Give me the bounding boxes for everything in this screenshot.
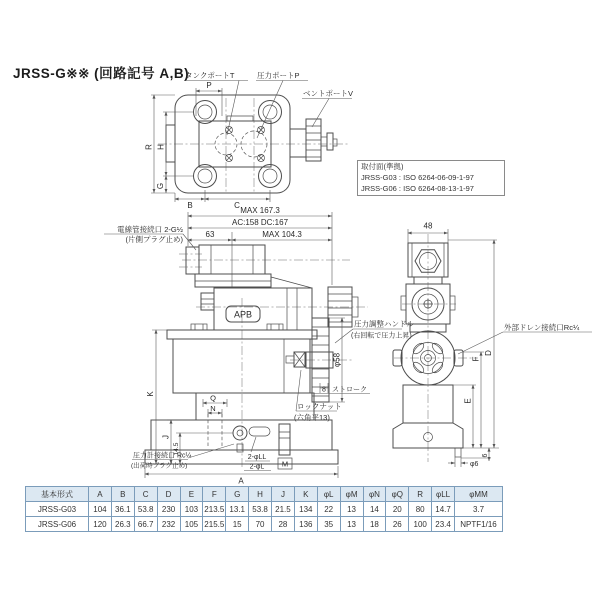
value-cell: 35 [317,517,340,532]
table-header-row [26,487,503,502]
dim-63: 63 [205,230,215,239]
dim-r: R [144,144,154,150]
dim-p: P [206,81,212,90]
column-header: 基本形式 [26,487,89,502]
mount-hole-ll-label: 2-φLL [247,454,267,461]
value-cell: 23.4 [432,517,455,532]
value-cell: 100 [409,517,432,532]
value-cell: 14 [363,502,386,517]
column-header: φLL [432,487,455,502]
value-cell: 120 [89,517,112,532]
column-header: R [409,487,432,502]
mounting-standard-g06: JRSS-G06 : ISO 6264-08-13-1-97 [361,183,474,193]
value-cell: 66.7 [134,517,157,532]
value-cell: NPTF1/16 [455,517,503,532]
tank-port-label: タンクポートT [185,71,235,80]
dim-max-total: MAX 167.3 [240,206,280,215]
locknut-label-1: ロックナット [297,402,342,411]
dim-h: H [156,144,166,150]
value-cell: 104 [89,502,112,517]
column-header: H [249,487,272,502]
column-header: F [203,487,226,502]
column-header: E [180,487,203,502]
value-cell: 80 [409,502,432,517]
dimension-table [25,486,503,532]
column-header: φMM [455,487,503,502]
column-header: φM [340,487,363,502]
value-cell: 213.5 [203,502,226,517]
dim-f: F [471,356,481,362]
valve-body [201,287,358,330]
value-cell: 230 [157,502,180,517]
dim-n: N [210,404,216,413]
table-row [26,517,503,532]
dim-q: Q [210,393,216,403]
value-cell: 26 [386,517,409,532]
dim-max-right: MAX 104.3 [262,230,302,239]
column-header: C [134,487,157,502]
gauge-label-2: (出荷時プラグ止め) [131,462,188,470]
pressure-port-label: 圧力ポートP [257,71,300,80]
value-cell: 134 [294,502,317,517]
value-cell: 70 [249,517,272,532]
dim-d: D [484,350,493,356]
value-cell: 136 [294,517,317,532]
dim-ac-dc: AC:158 DC:167 [231,218,289,227]
dim-b: B [187,201,193,210]
dim-g: G [156,182,165,190]
value-cell: 18 [363,517,386,532]
value-cell: 232 [157,517,180,532]
dim-m: M [281,459,289,469]
dim-48: 48 [423,221,433,231]
value-cell: 21.5 [272,502,295,517]
conduit-label-1: 電線管接続口 2-G½ [117,225,183,234]
dim-phi58: φ58 [332,352,342,368]
value-cell: 215.5 [203,517,226,532]
column-header: G [226,487,249,502]
dim-a: A [238,476,244,485]
vent-port-label: ベントポートV [303,89,354,98]
vent-adjust-screw [290,119,337,161]
drain-port-label: 外部ドレン接続口Rc¼ [504,323,580,332]
mount-hole-l-label: 2-φL [249,463,265,471]
column-header: J [272,487,295,502]
value-cell: 22 [317,502,340,517]
dim-c: C [234,201,240,210]
value-cell: 53.8 [134,502,157,517]
value-cell: 28 [272,517,295,532]
value-cell: 103 [180,502,203,517]
column-header: B [111,487,134,502]
mounting-standard-g03: JRSS-G03 : ISO 6264-06-09-1-97 [361,172,474,182]
dim-phi6: φ6 [470,461,479,468]
dim-j: J [161,435,171,439]
value-cell: 13 [340,517,363,532]
page-title: JRSS-G※※ (回路記号 A,B) [13,66,190,81]
value-cell: 20 [386,502,409,517]
handle-label-1: 圧力調整ハンドル [354,319,414,329]
value-cell: 13 [340,502,363,517]
conduit-label-2: (片側プラグ止め) [125,235,183,244]
dim-6: 6 [482,453,489,458]
front-view [104,206,414,485]
value-cell: 26.3 [111,517,134,532]
value-cell: 36.1 [111,502,134,517]
value-cell: 105 [180,517,203,532]
apb-label: APB [233,309,253,320]
value-cell: 3.7 [455,502,503,517]
dim-stroke-8: 8 [322,386,326,394]
value-cell: 13.1 [226,502,249,517]
handle-label-2: (右回転で圧力上昇) [351,332,412,340]
column-header: A [89,487,112,502]
value-cell: 53.8 [249,502,272,517]
column-header: φQ [386,487,409,502]
column-header: D [157,487,180,502]
model-cell: JRSS-G06 [26,517,89,532]
gauge-label-1: 圧力計接続口 Rc¼ [133,452,192,460]
column-header: φL [317,487,340,502]
column-header: K [294,487,317,502]
solenoid-assembly [179,245,312,288]
value-cell: 14.7 [432,502,455,517]
dim-14-5: 14.5 [173,442,180,456]
table-row [26,502,503,517]
side-view [393,222,592,469]
dim-k: K [146,391,155,397]
value-cell: 15 [226,517,249,532]
dim-e: E [463,398,473,404]
locknut-label-2: (六角平13) [294,413,330,422]
top-view [145,70,354,210]
mounting-standard-title: 取付面(準拠) [361,162,404,171]
column-header: φN [363,487,386,502]
stroke-label: ストローク [332,386,367,394]
model-cell: JRSS-G03 [26,502,89,517]
